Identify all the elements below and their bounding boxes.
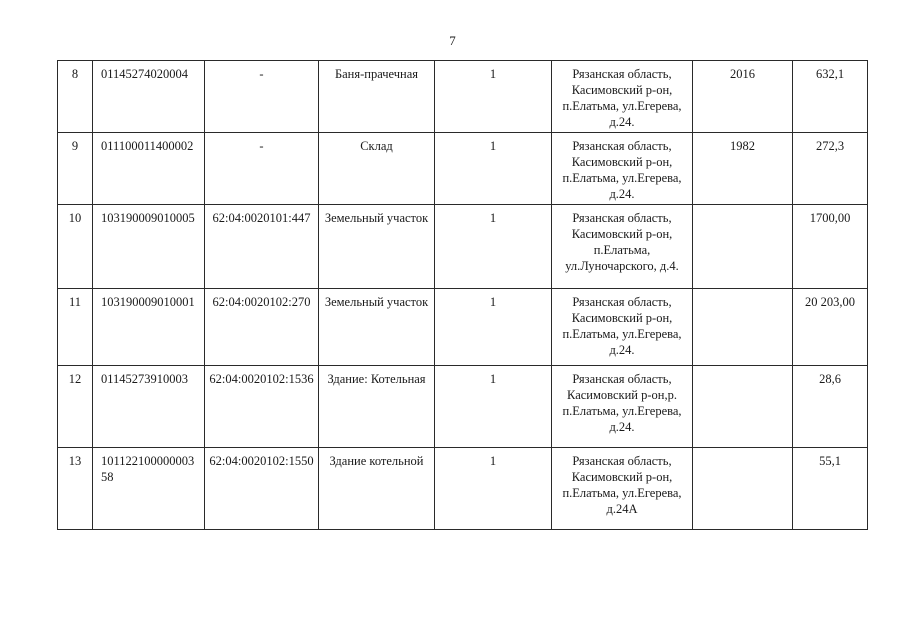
year: 2016 [693,61,793,133]
year: 1982 [693,133,793,205]
address: Рязанская область, Касимовский р-он, п.Елатьма, ул.Егерева, д.24. [552,61,693,133]
year [693,289,793,366]
row-number: 10 [58,205,93,289]
object-name: Здание котельной [319,448,435,530]
area: 20 203,00 [793,289,868,366]
cadastral-number: 62:04:0020101:447 [205,205,319,289]
object-name: Склад [319,133,435,205]
inventory-number: 01145274020004 [93,61,205,133]
address: Рязанская область, Касимовский р-он, п.Елатьма, ул.Луночарского, д.4. [552,205,693,289]
area: 632,1 [793,61,868,133]
area: 272,3 [793,133,868,205]
quantity: 1 [435,61,552,133]
object-name: Баня-прачечная [319,61,435,133]
cadastral-number: - [205,61,319,133]
quantity: 1 [435,448,552,530]
table-row [58,205,868,289]
row-number: 9 [58,133,93,205]
object-name: Земельный участок [319,205,435,289]
year [693,448,793,530]
inventory-number: 103190009010005 [93,205,205,289]
table-row [58,61,868,133]
table-row [58,366,868,448]
table-row [58,289,868,366]
row-number: 11 [58,289,93,366]
page-number: 7 [449,33,456,48]
inventory-number: 103190009010001 [93,289,205,366]
quantity: 1 [435,366,552,448]
address: Рязанская область, Касимовский р-он, п.Елатьма, ул.Егерева, д.24. [552,289,693,366]
area: 1700,00 [793,205,868,289]
cadastral-number: 62:04:0020102:1550 [205,448,319,530]
year [693,366,793,448]
area: 55,1 [793,448,868,530]
address: Рязанская область, Касимовский р-он, п.Елатьма, ул.Егерева, д.24. [552,133,693,205]
object-name: Здание: Котельная [319,366,435,448]
table-row [58,448,868,530]
cadastral-number: - [205,133,319,205]
inventory-number: 10112210000000358 [93,448,205,530]
cadastral-number: 62:04:0020102:270 [205,289,319,366]
inventory-number: 01145273910003 [93,366,205,448]
address: Рязанская область, Касимовский р-он, п.Елатьма, ул.Егерева, д.24А [552,448,693,530]
row-number: 13 [58,448,93,530]
quantity: 1 [435,289,552,366]
object-name: Земельный участок [319,289,435,366]
quantity: 1 [435,205,552,289]
year [693,205,793,289]
area: 28,6 [793,366,868,448]
address: Рязанская область, Касимовский р-он,р. п.Елатьма, ул.Егерева, д.24. [552,366,693,448]
property-registry-table [57,60,868,530]
inventory-number: 011100011400002 [93,133,205,205]
row-number: 8 [58,61,93,133]
table-row [58,133,868,205]
quantity: 1 [435,133,552,205]
row-number: 12 [58,366,93,448]
cadastral-number: 62:04:0020102:1536 [205,366,319,448]
